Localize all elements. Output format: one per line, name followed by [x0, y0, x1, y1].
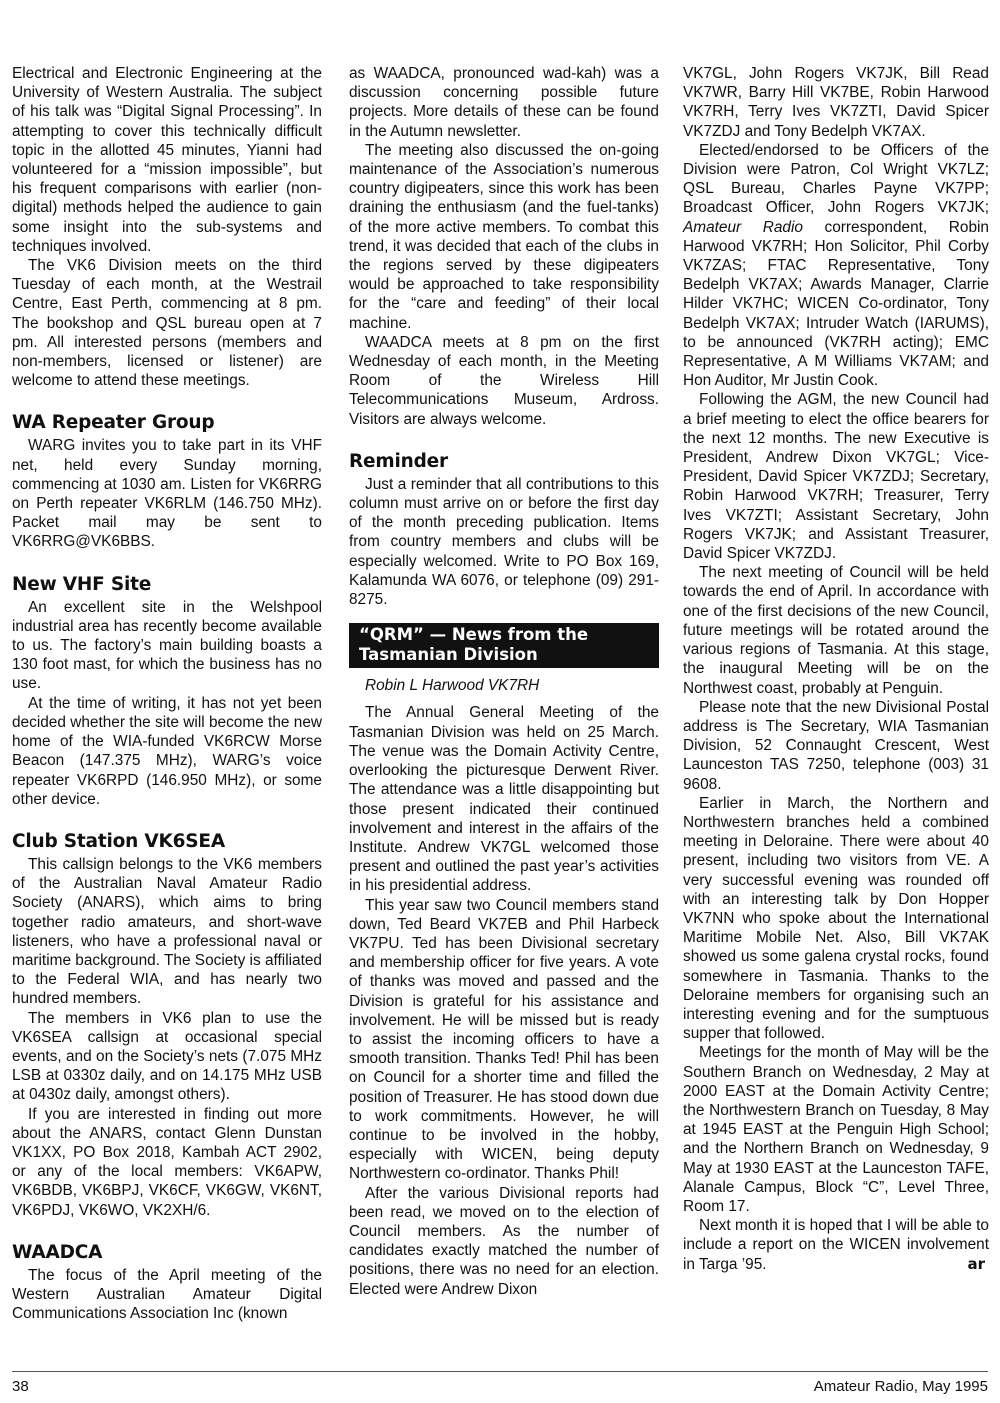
body-paragraph: The focus of the April meeting of the Western Australian Amateur Digital Communications Association Inc (known: [12, 1266, 322, 1323]
section-heading-new-vhf-site: New VHF Site: [12, 573, 152, 595]
author-byline: Robin L Harwood VK7RH: [365, 677, 540, 695]
text-run: correspondent, Robin Harwood VK7RH; Hon Solicitor, Phil Corby VK7ZAS; FTAC Representative, Tony Bedelph VK7AX; Awards Manager, Clarrie Hilder VK7HC; WICEN Co-ordinator, Tony Bedelph VK7AX; Intruder Watch (IARUMS), to be announced (VK7RH acting); EMC Representative, A M Williams VK7AM; and Hon Auditor, Mr Justin Cook.: [683, 218, 989, 390]
column-3: [683, 64, 989, 1274]
body-paragraph: WAADCA meets at 8 pm on the first Wednesday of each month, in the Meeting Room of the Wireless Hill Telecommunications Museum, Ardross. Visitors are always welcome.: [349, 333, 659, 428]
column-2: [349, 64, 659, 1299]
body-paragraph: After the various Divisional reports had been read, we moved on to the election of Council members. As the number of candidates exactly matched the number of positions, there was no need for an election. Elected were Andrew Dixon: [349, 1184, 659, 1298]
body-paragraph: as WAADCA, pronounced wad-kah) was a discussion concerning possible future projects. More details of these can be found in the Autumn newsletter.: [349, 65, 659, 140]
end-mark: ar: [967, 1254, 985, 1273]
footer-divider: [12, 1371, 988, 1372]
body-paragraph: If you are interested in finding out more about the ANARS, contact Glenn Dunstan VK1XX, PO Box 2018, Kambah ACT 2902, or any of the local members: VK6APW, VK6BDB, VK6BPJ, VK6CF, VK6GW, VK6NT, VK6PDJ, VK6WO, VK2XH/6.: [12, 1105, 322, 1219]
body-paragraph: Following the AGM, the new Council had a brief meeting to elect the office bearers for the next 12 months. The new Executive is President, Andrew Dixon VK7GL; Vice-President, David Spicer VK7ZDJ; Secretary, Robin Harwood VK7RH; Treasurer, Terry Ives VK7ZTI; Assistant Secretary, John Rogers VK7JK; and Assistant Treasurer, David Spicer VK7ZDJ.: [683, 391, 989, 563]
body-paragraph: The next meeting of Council will be held towards the end of April. In accordance with one of the first decisions of the new Council, future meetings will be rotated around the various regions of Tasmania. At this stage, the inaugural Meeting will be on the Northwest coast, probably at Penguin.: [683, 564, 989, 697]
body-paragraph: Earlier in March, the Northern and Northwestern branches held a combined meeting in Deloraine. There were about 40 present, including two visitors from VE. A very successful evening was rounded off with an interesting talk by Don Hopper VK7NN who spoke about the International Maritime Mobile Net. Also, Bill VK7AK showed us some galena crystal rocks, found somewhere in Tasmania. Thanks to the Deloraine members for organising such an interesting evening and for the sumptuous supper that followed.: [683, 794, 989, 1043]
body-paragraph: Please note that the new Divisional Postal address is The Secretary, WIA Tasmanian Division, 52 Connaught Crescent, West Launceston TAS 7250, telephone (003) 31 9608.: [683, 698, 989, 793]
section-heading-waadca: WAADCA: [12, 1241, 103, 1263]
body-paragraph: [683, 141, 989, 391]
body-paragraph: [683, 1216, 989, 1274]
section-heading-wa-repeater-group: WA Repeater Group: [12, 412, 215, 434]
text-run: Next month it is hoped that I will be able to include a report on the WICEN involvement in Targa ’95.: [683, 1217, 989, 1273]
text-run: Elected/endorsed to be Officers of the Division were Patron, Col Wright VK7LZ; QSL Bureau, Charles Payne VK7PP; Broadcast Officer, John Rogers VK7JK;: [683, 141, 989, 217]
italic-title: Amateur Radio: [683, 218, 803, 236]
section-heading-reminder: Reminder: [349, 450, 448, 472]
body-paragraph: Electrical and Electronic Engineering at the University of Western Australia. The subject of his talk was “Digital Signal Processing”. In attempting to cover this technically difficult topic in the allotted 45 minutes, Yianni had volunteered for a “mission impossible”, but his frequent comparisons with earlier (non-digital) methods helped the audience to gain some insight into the sub-systems and techniques involved.: [12, 65, 322, 255]
body-paragraph: The members in VK6 plan to use the VK6SEA callsign at occasional special events, and on the Society’s nets (7.075 MHz LSB at 0330z daily, and on 14.175 MHz USB at 0430z daily, amongst others).: [12, 1009, 322, 1104]
body-paragraph: The Annual General Meeting of the Tasmanian Division was held on 25 March. The venue was the Domain Activity Centre, overlooking the picturesque Derwent River. The attendance was a little disappointing but those present indicated their continued involvement and interest in the affairs of the Institute. Andrew VK7GL welcomed those present and outlined the past year’s activities in his presidential address.: [349, 704, 659, 895]
section-banner-qrm: “QRM” — News from the Tasmanian Division: [349, 623, 659, 668]
body-paragraph: WARG invites you to take part in its VHF net, held every Sunday morning, commencing at 1030 am. Listen for VK6RRG on Perth repeater VK6RLM (146.750 MHz). Packet mail may be sent to VK6RRG@VK6BBS.: [12, 437, 322, 551]
body-paragraph: The VK6 Division meets on the third Tuesday of each month, at the Westrail Centre, East Perth, commencing at 8 pm. The bookshop and QSL bureau open at 7 pm. All interested persons (members and non-members, licensed or listener) are welcome to attend these meetings.: [12, 257, 322, 390]
body-paragraph: The meeting also discussed the on-going maintenance of the Association’s numerous country digipeaters, since this work has been draining the enthusiasm (and the fuel-tanks) of the more active members. To combat this trend, it was decided that each of the clubs in the regions served by these digipeaters would be approached to take responsibility for the “care and feeding” of their local machine.: [349, 141, 659, 332]
body-paragraph: Meetings for the month of May will be the Southern Branch on Wednesday, 2 May at 2000 EAST at the Domain Activity Centre; the Northwestern Branch on Tuesday, 8 May at 1945 EAST at the Penguin High School; and the Northern Branch on Wednesday, 9 May at 1930 EAST at the Launceston TAFE, Alanale Campus, Block “C”, Level Three, Room 17.: [683, 1044, 989, 1215]
body-paragraph: Just a reminder that all contributions to this column must arrive on or before the first day of the month preceding publication. Items from country members and clubs will be especially welcomed. Write to PO Box 169, Kalamunda WA 6076, or telephone (09) 291-8275.: [349, 475, 659, 609]
body-paragraph: At the time of writing, it has not yet been decided whether the site will become the new home of the WIA-funded VK6RCW Morse Beacon (147.375 MHz), WARG’s voice repeater VK6RPD (146.950 MHz), or some other device.: [12, 694, 322, 808]
page-number: 38: [12, 1378, 29, 1395]
body-paragraph: This callsign belongs to the VK6 members of the Australian Naval Amateur Radio Society (ANARS), which aims to bring together radio amateurs, and short-wave listeners, who have a professional naval or maritime background. The Society is affiliated to the Federal WIA, and has nearly two hundred members.: [12, 855, 322, 1008]
body-paragraph: This year saw two Council members stand down, Ted Beard VK7EB and Phil Harbeck VK7PU. Ted has been Divisional secretary and membership officer for five years. A vote of thanks was moved and passed and the Division is grateful for his assistance and involvement. He will be missed but is ready to assist the incoming officers to have a smooth transition. Thanks Ted! Phil has been on Council for a shorter time and filled the position of Treasurer. He has stood down due to work commitments. However, he will continue to be involved in the hobby, especially with WICEN, being deputy Northwestern co-ordinator. Thanks Phil!: [349, 896, 659, 1183]
section-heading-club-station: Club Station VK6SEA: [12, 830, 225, 852]
body-paragraph: An excellent site in the Welshpool industrial area has recently become available to us. The factory’s main building boasts a 130 foot mast, for which the business has no use.: [12, 598, 322, 693]
publication-footer: Amateur Radio, May 1995: [813, 1378, 988, 1395]
body-paragraph: VK7GL, John Rogers VK7JK, Bill Read VK7WR, Barry Hill VK7BE, Robin Harwood VK7RH, Terry Ives VK7ZTI, David Spicer VK7ZDJ and Tony Bedelph VK7AX.: [683, 65, 989, 140]
column-1: [12, 64, 322, 1323]
